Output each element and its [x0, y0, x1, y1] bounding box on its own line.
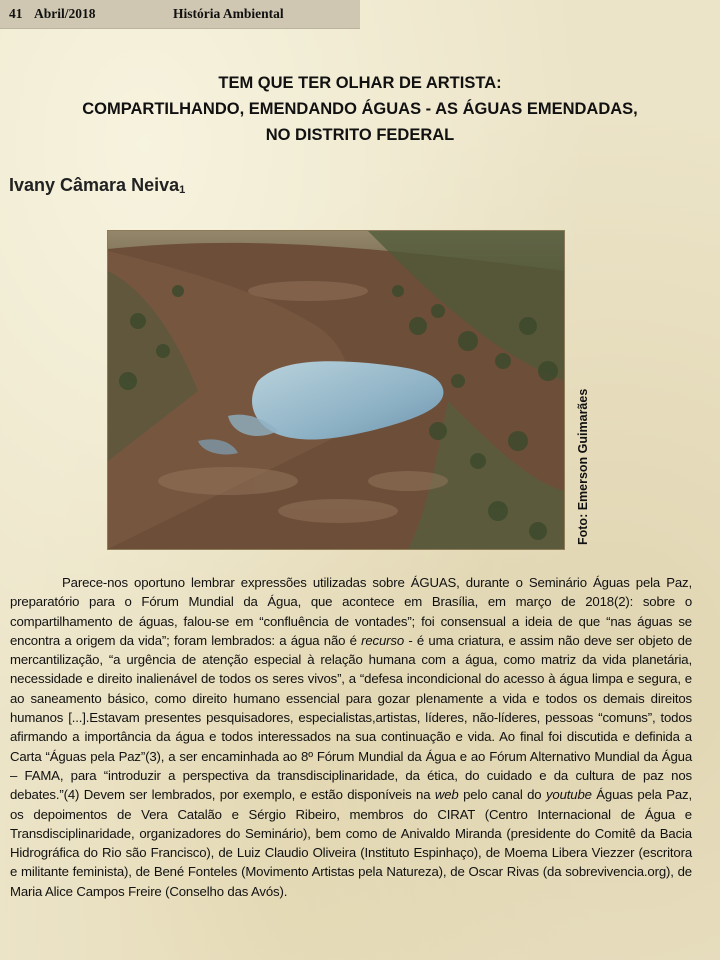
body-text-part-3: pelo canal do: [458, 787, 546, 803]
article-body: [10, 573, 692, 901]
body-paragraph: [10, 573, 692, 901]
wetland-photo: [107, 230, 565, 550]
body-text-part-2: - é uma criatura, e assim não deve ser objeto de mercantilização, “a urgência de atenção especial à relação humana com a água, como matriz da vida planetária, necessidade e direito inalienável de todos os seres vivos”, a “defesa incondicional do acesso à água limpa e segura, e ao saneamento básico, como direito humano essencial para gozar plenamente a vida e todos os demais direitos humanos [...].Estavam presentes pesquisadores, especialistas,artistas, líderes, não-líderes, pessoas “comuns”, todos afirmando a importância da água e todos interessados na sua continuação e vida. Ao final foi discutida e definida a Carta “Águas pela Paz”(3), a ser encaminhada ao 8º Fórum Mundial da Água e ao Fórum Alternativo Mundial da Água – FAMA, para “introduzir a perspectiva da transdisciplinaridade, da ética, do cuidado e da cultura de paz nos debates.”(4) Devem ser lembrados, por exemplo, e estão disponíveis na: [10, 632, 693, 803]
page-header: [0, 0, 360, 29]
title-line-1: TEM QUE TER OLHAR DE ARTISTA:: [218, 74, 502, 92]
body-emphasis-recurso: recurso: [361, 632, 405, 648]
author-footnote-marker: 1: [179, 184, 186, 196]
author-byline: [9, 175, 185, 196]
body-text-part-4: Águas pela Paz, os depoimentos de Vera Catalão e Sérgio Ribeiro, membros do CIRAT (Centro Internacional de Água e Transdisciplinaridade, organizadores do Seminário), bem como de Anivaldo Miranda (presidente do Comitê da Bacia Hidrográfica do Rio são Francisco), de Luiz Claudio Oliveira (Instituto Espinhaço), de Moema Libera Viezzer (escritora e militante feminista), de Bené Fonteles (Movimento Artistas pela Natureza), de Oscar Rivas (da sobrevivencia.org), de Maria Alice Campos Freire (Conselho das Avós).: [10, 787, 692, 899]
title-line-2: COMPARTILHANDO, EMENDANDO ÁGUAS - AS ÁGUAS EMENDADAS,: [82, 100, 638, 118]
author-name: Ivany Câmara Neiva: [9, 175, 180, 195]
wetland-photo-illustration: [108, 231, 564, 549]
page-number: 41: [9, 6, 23, 21]
section-name: História Ambiental: [173, 6, 284, 21]
body-emphasis-youtube: youtube: [545, 787, 592, 803]
body-emphasis-web: web: [434, 787, 459, 803]
title-line-3: NO DISTRITO FEDERAL: [265, 126, 455, 144]
issue-date: Abril/2018: [34, 6, 96, 21]
photo-credit: Foto: Emerson Guimarães: [576, 388, 590, 545]
article-title: [0, 70, 720, 148]
body-text-part-1: Parece-nos oportuno lembrar expressões utilizadas sobre ÁGUAS, durante o Seminário Águas pela Paz, preparatório para o Fórum Mundial da Água, que acontece em Brasília, em março de 2018(2): sobre o compartilhamento de águas, falou-se em “confluência de vontades”; foi consensual a ideia de que “nas águas se encontra a origem da vida”; foram lembrados: a água não é: [10, 575, 692, 648]
